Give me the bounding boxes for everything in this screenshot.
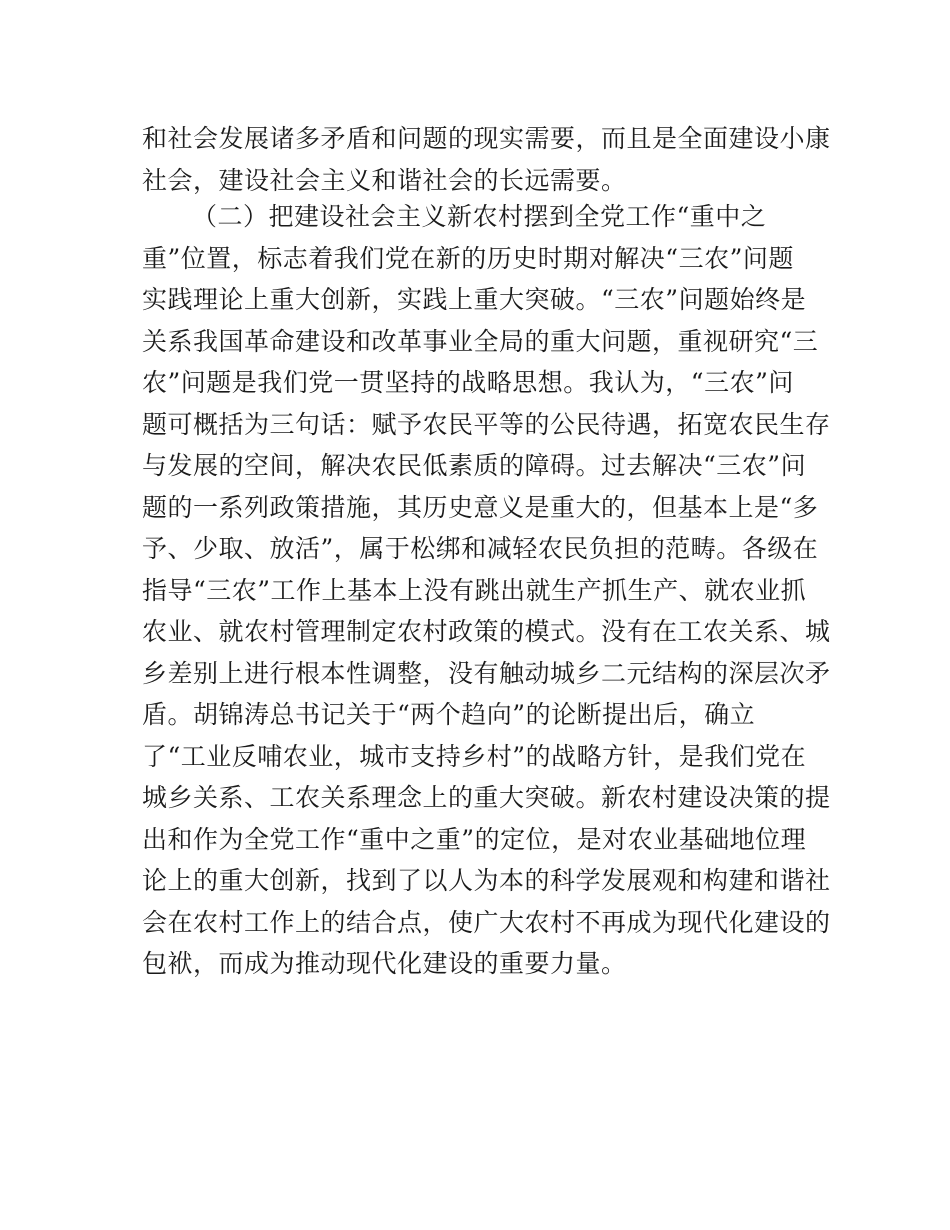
text-line: 出和作为全党工作“重中之重”的定位，是对农业基础地位理 [142, 824, 807, 854]
text-line: 社会，建设社会主义和谐社会的长远需要。 [142, 165, 627, 195]
text-line: 和社会发展诸多矛盾和问题的现实需要，而且是全面建设小康 [142, 124, 831, 153]
text-line-section-heading: （二）把建设社会主义新农村摆到全党工作“重中之 [192, 202, 767, 231]
paragraph-1 [142, 118, 831, 201]
text-line: 了“工业反哺农业，城市支持乡村”的战略方针，是我们党在 [142, 741, 807, 771]
text-line: 盾。胡锦涛总书记关于“两个趋向”的论断提出后，确立 [142, 700, 756, 729]
text-line: 会在农村工作上的结合点，使广大农村不再成为现代化建设的 [142, 907, 831, 937]
text-line: 关系我国革命建设和改革事业全局的重大问题，重视研究“三 [142, 326, 819, 356]
text-line: 题可概括为三句话：赋予农民平等的公民待遇，拓宽农民生存 [142, 409, 831, 439]
text-line: 城乡关系、工农关系理念上的重大突破。新农村建设决策的提 [142, 783, 831, 812]
paragraph-2 [142, 196, 831, 985]
text-line: 包袱，而成为推动现代化建设的重要力量。 [142, 949, 627, 978]
text-line: 重”位置，标志着我们党在新的历史时期对解决“三农”问题 [142, 243, 794, 273]
text-line: 农”问题是我们党一贯坚持的战略思想。我认为，“三农”问 [142, 368, 794, 397]
text-line: 指导“三农”工作上基本上没有跳出就生产抓生产、就农业抓 [142, 575, 807, 605]
text-line: 农业、就农村管理制定农村政策的模式。没有在工农关系、城 [142, 617, 831, 646]
text-line: 乡差别上进行根本性调整，没有触动城乡二元结构的深层次矛 [142, 658, 831, 688]
text-line: 与发展的空间，解决农民低素质的障碍。过去解决“三农”问 [142, 451, 807, 480]
text-line: 论上的重大创新，找到了以人为本的科学发展观和构建和谐社 [142, 866, 831, 895]
text-line: 予、少取、放活”，属于松绑和减轻农民负担的范畴。各级在 [142, 534, 819, 563]
text-line: 实践理论上重大创新，实践上重大突破。“三农”问题始终是 [142, 285, 807, 314]
text-line: 题的一系列政策措施，其历史意义是重大的，但基本上是“多 [142, 492, 819, 522]
